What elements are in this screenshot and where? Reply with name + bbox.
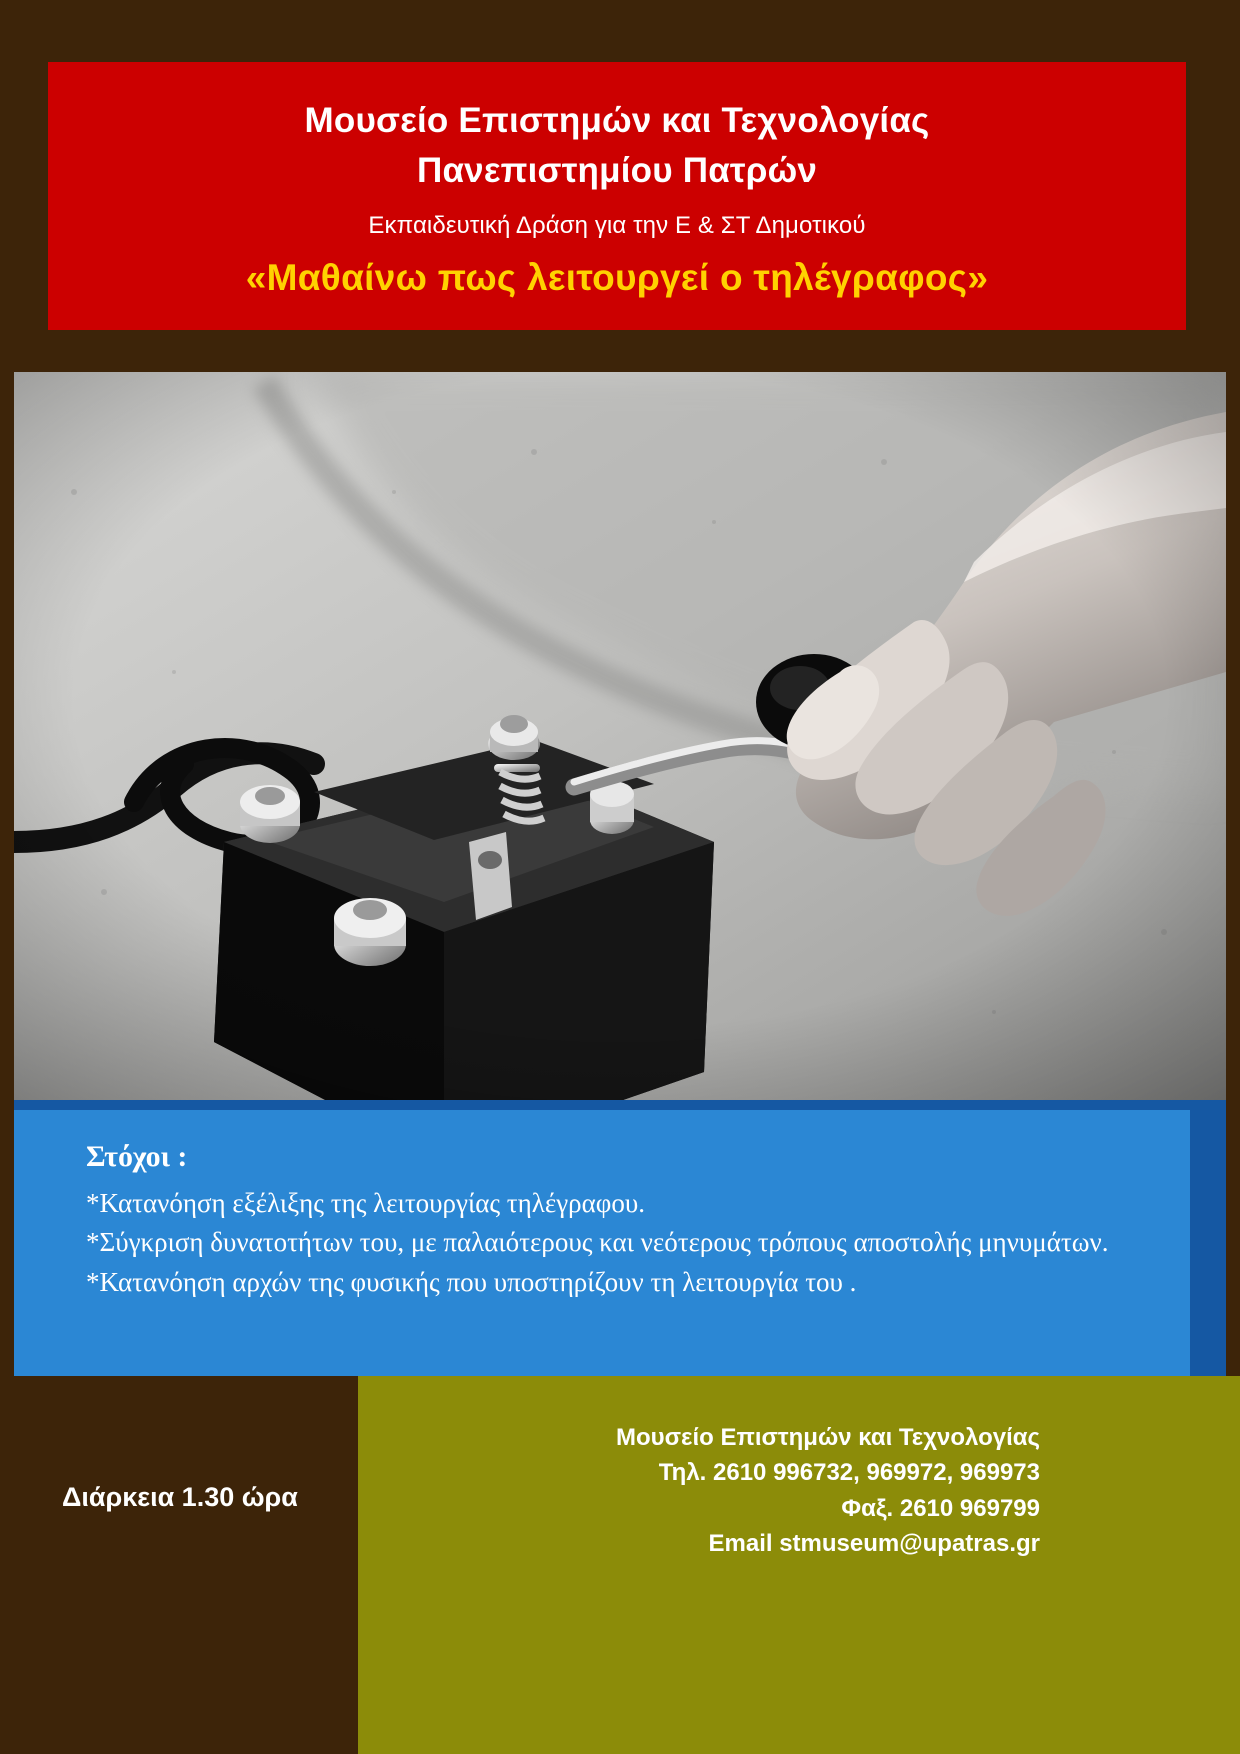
objective-item-3: *Κατανόηση αρχών της φυσικής που υποστηρίζουν τη λειτουργία του . [86, 1266, 857, 1297]
objective-item-2: *Σύγκριση δυνατοτήτων του, με παλαιότερους και νεότερους τρόπους αποστολής μηνυμάτων. [86, 1227, 1109, 1258]
museum-name-line1: Μουσείο Επιστημών και Τεχνολογίας [304, 101, 930, 140]
duration-label: Διάρκεια 1.30 ώρα [62, 1482, 298, 1512]
objectives-panel [14, 1110, 1190, 1376]
telegraph-photo [14, 372, 1226, 1100]
page-title: «Μαθαίνω πως λειτουργεί ο τηλέγραφος» [245, 257, 989, 299]
footer-left-block [0, 1376, 358, 1754]
activity-subtitle: Εκπαιδευτική Δράση για την Ε & ΣΤ Δημοτικού [368, 212, 866, 240]
contact-line-2: Τηλ. 2610 996732, 969972, 969973 [658, 1459, 1040, 1487]
objectives-title: Στόχοι : [86, 1140, 188, 1173]
contact-line-3: Φαξ. 2610 969799 [841, 1494, 1040, 1522]
header-band [48, 62, 1186, 330]
objective-item-1: *Κατανόηση εξέλιξης της λειτουργίας τηλέγραφου. [86, 1188, 645, 1218]
contact-line-4: Email stmuseum@upatras.gr [708, 1529, 1040, 1557]
contact-info [616, 1420, 1040, 1561]
telegraph-photo-graphic [14, 372, 1226, 1100]
museum-name-line2: Πανεπιστημίου Πατρών [416, 150, 818, 190]
contact-line-1: Μουσείο Επιστημών και Τεχνολογίας [616, 1424, 1040, 1451]
